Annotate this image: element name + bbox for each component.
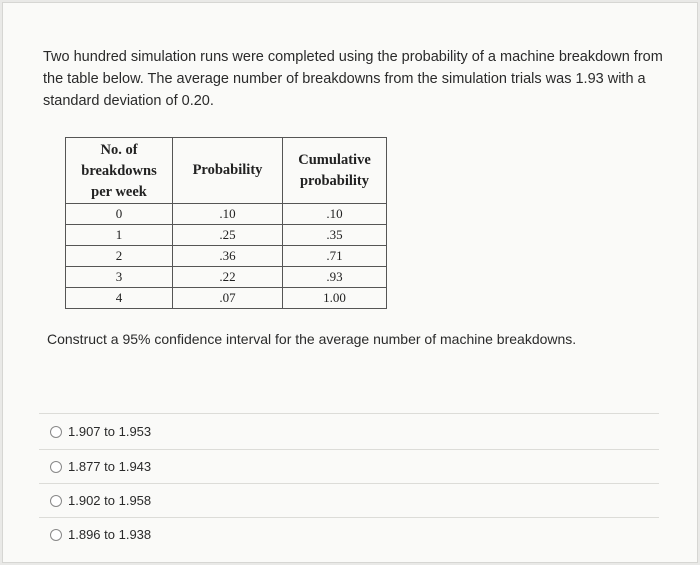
radio-button[interactable] xyxy=(50,495,62,507)
answer-option-3[interactable] xyxy=(50,493,151,508)
question-page xyxy=(2,2,698,563)
instruction-text: Construct a 95% confidence interval for the average number of machine breakdowns. xyxy=(47,331,577,347)
table-header-row xyxy=(66,138,387,204)
breakdown-table-container xyxy=(65,137,387,309)
cell-cumulative: .93 xyxy=(283,267,387,288)
divider xyxy=(39,483,659,484)
header-breakdowns-line1: No. of xyxy=(100,142,138,158)
cell-probability: .25 xyxy=(173,225,283,246)
divider xyxy=(39,517,659,518)
answer-option-label: 1.902 to 1.958 xyxy=(68,493,152,508)
cell-probability: .07 xyxy=(173,288,283,309)
cell-cumulative: .10 xyxy=(283,204,387,225)
divider xyxy=(39,449,659,450)
header-breakdowns xyxy=(66,138,173,204)
breakdown-probability-table xyxy=(65,137,387,309)
table-row xyxy=(66,204,387,225)
cell-breakdowns: 4 xyxy=(66,288,173,309)
cell-probability: .22 xyxy=(173,267,283,288)
table-row xyxy=(66,246,387,267)
radio-button[interactable] xyxy=(50,426,62,438)
cell-cumulative: 1.00 xyxy=(283,288,387,309)
cell-cumulative: .71 xyxy=(283,246,387,267)
table-row xyxy=(66,225,387,246)
cell-breakdowns: 0 xyxy=(66,204,173,225)
header-probability: Probability xyxy=(173,138,283,204)
table-row xyxy=(66,288,387,309)
question-text: Two hundred simulation runs were completed using the probability of a machine breakdown from the table below. The average number of breakdowns from the simulation trials was 1.93 with a standard deviation of 0.20. xyxy=(43,49,663,109)
radio-button[interactable] xyxy=(50,461,62,473)
answer-option-4[interactable] xyxy=(50,527,151,542)
cell-cumulative: .35 xyxy=(283,225,387,246)
header-breakdowns-line3: per week xyxy=(91,184,147,200)
divider xyxy=(39,413,659,414)
header-cumulative-line2: probability xyxy=(299,172,370,189)
cell-probability: .36 xyxy=(173,246,283,267)
radio-button[interactable] xyxy=(50,529,62,541)
header-cumulative xyxy=(283,138,387,204)
answer-option-label: 1.896 to 1.938 xyxy=(68,527,152,542)
header-breakdowns-line2: breakdowns xyxy=(81,163,157,179)
cell-probability: .10 xyxy=(173,204,283,225)
header-cumulative-line1: Cumulative xyxy=(298,151,371,168)
cell-breakdowns: 2 xyxy=(66,246,173,267)
answer-option-2[interactable] xyxy=(50,459,151,474)
answer-option-label: 1.877 to 1.943 xyxy=(68,459,152,474)
cell-breakdowns: 1 xyxy=(66,225,173,246)
answer-option-1[interactable] xyxy=(50,424,151,439)
answer-option-label: 1.907 to 1.953 xyxy=(68,424,152,439)
table-row xyxy=(66,267,387,288)
cell-breakdowns: 3 xyxy=(66,267,173,288)
